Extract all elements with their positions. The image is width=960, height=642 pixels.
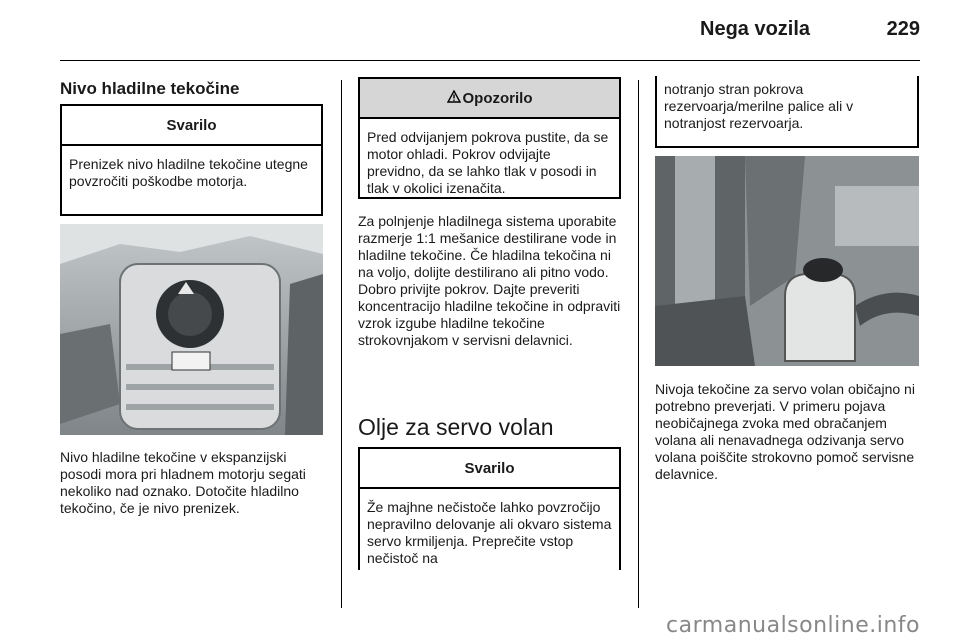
warning-text: Pred odvijanjem pokrova pustite, da se motor ohladi. Pokrov odvijajte previdno, da se lahko tlak v posodi in tlak v okolici izenačita.	[367, 129, 609, 196]
column-divider	[341, 80, 342, 608]
warning-box	[358, 77, 621, 199]
coolant-reservoir-photo	[60, 224, 323, 435]
coolant-level-paragraph: Nivo hladilne tekočine v ekspanzijski posodi mora pri hladnem motorju segati nekoliko nad oznako. Dotočite hladilno tekočino, če je nivo prenizek.	[60, 449, 306, 516]
header-divider	[60, 60, 920, 61]
section-title-coolant: Nivo hladilne tekočine	[60, 79, 240, 98]
page-number: 229	[886, 18, 920, 40]
watermark: carmanualsonline.info	[666, 613, 920, 638]
section-title-power-steering: Olje za servo volan	[358, 414, 554, 440]
caution-box-continued	[655, 76, 919, 148]
caution-heading: Svarilo	[360, 449, 619, 489]
power-steering-paragraph: Nivoja tekočine za servo volan običajno ni potrebno preverjati. V primeru pojava neobičajnega zvoka med obračanjem volana ali nenavadnega odzivanja servo volana poiščite strokovno pomoč servisne delavnice.	[655, 381, 915, 482]
caution-heading: Svarilo	[62, 106, 321, 146]
caution-text-continued: notranjo stran pokrova rezervoarja/merilne palice ali v notranjost rezervoarja.	[664, 81, 854, 131]
coolant-filling-paragraph: Za polnjenje hladilnega sistema uporabite razmerje 1:1 mešanice destilirane vode in hladilne tekočine. Če hladilna tekočina ni na voljo, dolijte destilirano ali pitno vodo. Dobro privijte pokrov. Dajte preveriti koncentracijo hladilne tekočine in odpraviti vzrok izgube hladilne tekočine strokovnjakom v servisni delavnici.	[358, 213, 621, 348]
warning-triangle-icon	[447, 90, 461, 107]
power-steering-reservoir-photo	[655, 156, 919, 366]
warning-heading	[360, 79, 619, 119]
caution-box	[358, 447, 621, 570]
caution-text: Prenizek nivo hladilne tekočine utegne povzročiti poškodbe motorja.	[69, 156, 308, 189]
caution-box	[60, 104, 323, 216]
header-title: Nega vozila	[700, 18, 811, 40]
caution-text: Že majhne nečistoče lahko povzročijo nepravilno delovanje ali okvaro sistema servo krmiljenja. Preprečite vstop nečistoč na	[367, 499, 612, 566]
warning-heading-label: Opozorilo	[462, 89, 533, 107]
column-divider	[638, 80, 639, 608]
